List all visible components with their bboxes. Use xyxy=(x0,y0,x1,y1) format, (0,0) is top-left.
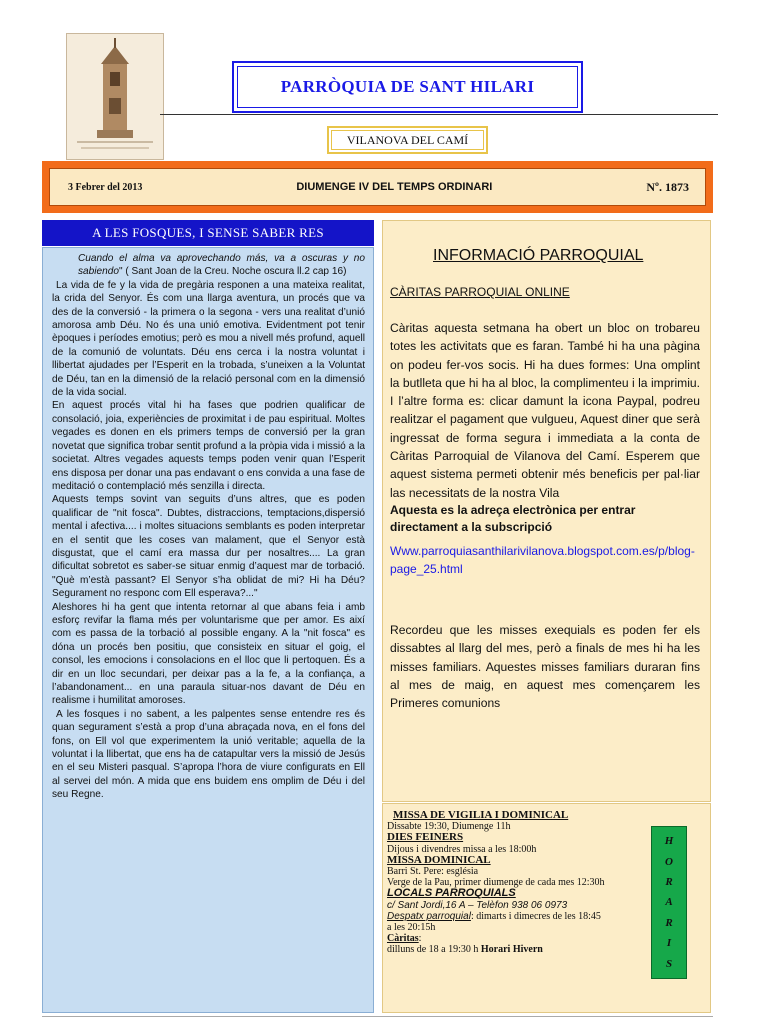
caritas-winter-hours: Horari Hivern xyxy=(480,944,543,956)
article-paragraph: A les fosques i no sabent, a les palpentes sense entendre res és quan segurament s’està a prop d’una abraçada nova, en el fons del fons, on Ell vol que experimentem la unió veritable; aquella de la voluntat i la llibertat, que ens ha de catapultar vers la missió de Jesús en el seu Misteri pasqual. S’apropa l’hora de viure configurats en Ell al servei del món. A mida que ens buidem ens omplim de Déu i del seu Regne. xyxy=(52,708,365,801)
masses-notice: Recordeu que les misses exequials es poden fer els dissabtes al llarg del mes, però a finals de mes hi ha les misses familiars. Aquestes misses familiars duraran fins al mes de maig, en aquest mes començarem les Primeres comunions xyxy=(390,622,700,711)
caritas-hours-label-row: Càritas: xyxy=(387,933,422,945)
horaris-letter: R xyxy=(665,876,673,889)
sunday-mass-title: MISSA DOMINICAL xyxy=(387,853,491,866)
article-paragraph: Aleshores hi ha gent que intenta retornar al que abans feia i amb esforç revifar la flama més per voluntarisme que per amor. Es així com es passa de la torbació al possible engany. A la "nit fosca" es dóna un procés ben positiu, que consisteix en situar el goig, el consol, les emocions i consolacions en el lloc que li pertoquen. És a dir en un lloc secundari, per deixar pas a la fe, a la confiança, a l’abandonament... en una paraula situar-nos davant de Déu en realisme i humilitat amoroses. xyxy=(52,601,365,707)
article-paragraph: Aquests temps sovint van seguits d’uns altres, que es poden qualificar de "nit fosca". Dubtes, distraccions, temptacions,dispersió mental i afectiva.... i moltes situacions semblants es poden interpretar en el sentit que les coses van malament, que el Senyor està disgustat, que el camí era massa dur per nosaltres.... La gran dificultat sobretot es saber-se situar enmig d’aquest mar de torbació. "Què m’està passant? El Senyor s’ha oblidat de mi? Hi ha Déu? Segurament no responc com Ell esperava?..." xyxy=(52,494,365,600)
article-quote: Cuando el alma va aprovechando más, va a oscuras y no sabiendo xyxy=(78,253,365,278)
parish-title-box xyxy=(232,61,583,113)
caritas-title: CÀRITAS PARROQUIAL ONLINE xyxy=(390,285,570,299)
article-paragraph: En aquest procés vital hi ha fases que podrien qualificar de consolació, joia, experiències de proximitat i de pau espiritual. Moltes vegades es donen en els primers temps de conversió per la gran novetat que significa trobar sentit profund a la pròpia vida i missió a la societat. Altres vegades aquests temps poden venir quan l’Esperit ens disposa per donar una pas endavant o ens convida a una fase de meditació o contemplació més senzilla i directa. xyxy=(52,400,365,492)
horaris-letter: I xyxy=(666,937,672,950)
vigil-mass-title: MISSA DE VIGILIA I DOMINICAL xyxy=(393,809,569,821)
horaris-letter: A xyxy=(665,896,673,909)
footer-rule xyxy=(42,1016,713,1017)
article-column xyxy=(42,247,374,1013)
issue-number: Nº. 1873 xyxy=(646,179,689,194)
vigil-mass-times: Dissabte 19:30, Diumenge 11h xyxy=(387,821,511,833)
town-box xyxy=(327,126,488,154)
sunday-mass-place: Barri St. Pere: església xyxy=(387,866,479,878)
header-rule xyxy=(160,114,718,115)
liturgical-sunday: DIUMENGE IV DEL TEMPS ORDINARI xyxy=(296,181,493,193)
weekday-times: Dijous i divendres missa a les 18:00h xyxy=(387,843,537,855)
parish-premises-title: LOCALS PARROQUIALS xyxy=(387,887,516,900)
caritas-blog-link[interactable]: Www.parroquiasanthilarivilanova.blogspot.com.es/p/blog-page_25.html xyxy=(390,543,695,576)
horaris-letter: S xyxy=(665,957,673,970)
date-band-inner xyxy=(49,168,706,206)
parish-title: PARRÒQUIA DE SANT HILARI xyxy=(237,66,578,108)
subscription-address-label: Aquesta es la adreça electrònica per entrar directament a la subscripció xyxy=(390,502,636,534)
parish-office xyxy=(387,911,607,933)
town-name: VILANOVA DEL CAMÍ xyxy=(331,130,484,150)
caritas-hours-times: dilluns de 18 a 19:30 h xyxy=(387,944,479,956)
parish-premises-address: c/ Sant Jordi,16 A – Telèfon 938 06 0973 xyxy=(387,899,568,911)
weekday-title: DIES FEINERS xyxy=(387,831,464,844)
church-tower-logo xyxy=(66,33,164,160)
horaris-vertical-label xyxy=(651,826,687,979)
parish-info-title: INFORMACIÓ PARROQUIAL xyxy=(433,247,644,264)
date-band xyxy=(42,161,713,213)
horaris-letter: O xyxy=(665,855,673,868)
article-paragraph: La vida de fe y la vida de pregària responen a una mateixa realitat, la crida del Senyor. És com una llarga aventura, un procés que va des de la conversió - la primera o la segona - vers una realitat d’unió amorosa amb Déu. No és una unió emotiva. Evidentment pot tenir èpoques i períodes emotius; però es mou a nivell més profund, aquell de la comunió de voluntats. Déu ens cerca i la nostra voluntat i llibertat ajudades per l’Esperit en la trobada, s’uneixen a la Voluntat de Déu, tan en la dimensió de la relació personal com en la dimensió de la vida social. xyxy=(52,279,365,399)
horaris-letter: R xyxy=(665,916,673,929)
horaris-letter: H xyxy=(664,835,674,848)
parish-office-label: Despatx parroquial xyxy=(387,910,471,922)
issue-date: 3 Febrer del 2013 xyxy=(68,181,143,193)
caritas-body: Càritas aquesta setmana ha obert un bloc on trobareu totes les activitats que es faran. També hi ha una pàgina on podeu fer-vos socis. Hi ha dues formes: Una omplint la butlleta que hi ha al bloc, la complimenteu i la imprimiu. I l’altre forma es: clicar damunt la icona Paypal, podreu realitzar el pagament que vulgueu, Aquest diner que serà ingressat de forma segura i immediata a la conta de Càritas Parroquial de Vilanova del Camí. Esperem que aquest sistema permeti obtenir més beneficis per pal·liar las necessitats de la nostra Vila xyxy=(390,321,700,500)
article-quote-ref: ( Sant Joan de la Creu. Noche oscura ll.2 cap 16) xyxy=(125,266,347,278)
article-heading: A LES FOSQUES, I SENSE SABER RES xyxy=(42,220,374,246)
parish-office-times: : dimarts i dimecres de les 18:45 a les 20:15h xyxy=(387,910,601,934)
sunday-mass-place-2: Verge de la Pau, primer diumenge de cada mes 12:30h xyxy=(387,877,605,889)
article-quote-block: Cuando el alma va aprovechando más, va a oscuras y no sabiendo" ( Sant Joan de la Creu. Noche oscura ll.2 cap 16) xyxy=(78,253,365,278)
parish-info-column xyxy=(382,220,711,802)
caritas-hours-label: Càritas xyxy=(387,933,419,945)
